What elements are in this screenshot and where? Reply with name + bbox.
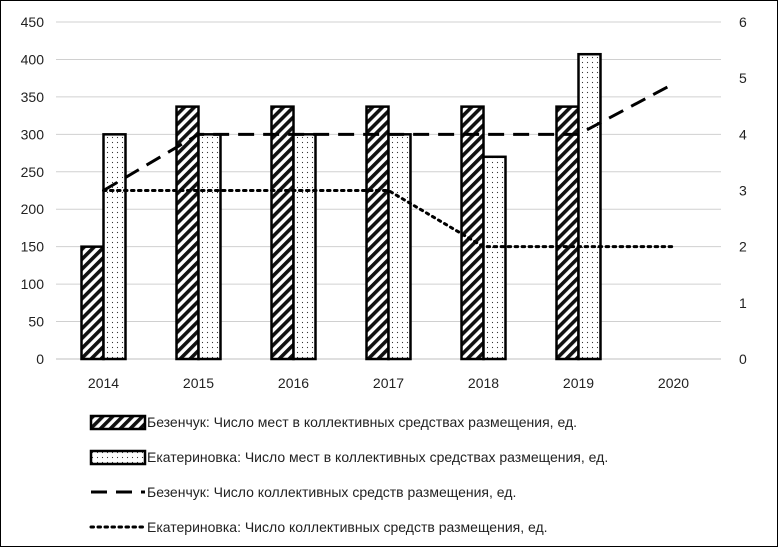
combo-chart bbox=[1, 1, 777, 546]
bar-ekaterinovka-places bbox=[389, 134, 411, 359]
y-axis-right bbox=[739, 14, 747, 367]
y-right-tick-label: 4 bbox=[739, 126, 747, 143]
bar-ekaterinovka-places bbox=[199, 134, 221, 359]
x-tick-label: 2019 bbox=[562, 375, 595, 391]
x-tick-label: 2020 bbox=[657, 375, 690, 391]
y-right-tick-label: 6 bbox=[739, 14, 747, 30]
legend-label: Безенчук: Число мест в коллективных средствах размещения, ед. bbox=[147, 414, 578, 430]
y-right-tick-label: 1 bbox=[739, 294, 747, 311]
y-left-tick-label: 150 bbox=[20, 238, 44, 255]
bar-ekaterinovka-places bbox=[294, 134, 316, 359]
x-tick-label: 2016 bbox=[277, 375, 310, 391]
x-tick-label: 2018 bbox=[467, 375, 500, 391]
y-right-tick-label: 0 bbox=[739, 351, 747, 367]
y-left-tick-label: 0 bbox=[36, 351, 44, 367]
bar-bezenchuk-places bbox=[557, 107, 579, 359]
bar-bezenchuk-places bbox=[82, 247, 104, 359]
y-left-tick-label: 300 bbox=[20, 126, 44, 143]
bar-bezenchuk-places bbox=[462, 107, 484, 359]
y-left-tick-label: 250 bbox=[20, 163, 44, 180]
legend-swatch bbox=[91, 451, 145, 464]
x-tick-label: 2014 bbox=[87, 375, 120, 391]
bar-ekaterinovka-places bbox=[104, 134, 126, 359]
y-axis-left bbox=[21, 14, 45, 367]
y-right-tick-label: 5 bbox=[739, 70, 747, 87]
x-tick-label: 2015 bbox=[182, 375, 215, 391]
bar-ekaterinovka-places bbox=[484, 157, 506, 359]
x-axis bbox=[56, 359, 721, 391]
y-left-tick-label: 350 bbox=[20, 88, 44, 105]
x-tick-label: 2017 bbox=[372, 375, 405, 391]
legend-label: Екатериновка: Число коллективных средств размещения, ед. bbox=[147, 519, 548, 535]
y-left-tick-label: 400 bbox=[20, 51, 44, 68]
y-right-tick-label: 3 bbox=[739, 182, 747, 199]
legend-label: Екатериновка: Число мест в коллективных средствах размещения, ед. bbox=[147, 449, 609, 465]
legend-label: Безенчук: Число коллективных средств размещения, ед. bbox=[147, 484, 517, 500]
bar-bezenchuk-places bbox=[367, 107, 389, 359]
bar-bezenchuk-places bbox=[272, 107, 294, 359]
y-left-tick-label: 200 bbox=[20, 201, 44, 218]
y-right-tick-label: 2 bbox=[739, 238, 747, 255]
y-left-tick-label: 50 bbox=[28, 313, 44, 330]
legend-swatch bbox=[91, 416, 145, 429]
y-left-tick-label: 450 bbox=[20, 14, 44, 30]
y-left-tick-label: 100 bbox=[20, 276, 44, 293]
bar-ekaterinovka-places bbox=[579, 54, 601, 359]
bars bbox=[82, 54, 601, 359]
legend bbox=[91, 414, 608, 535]
